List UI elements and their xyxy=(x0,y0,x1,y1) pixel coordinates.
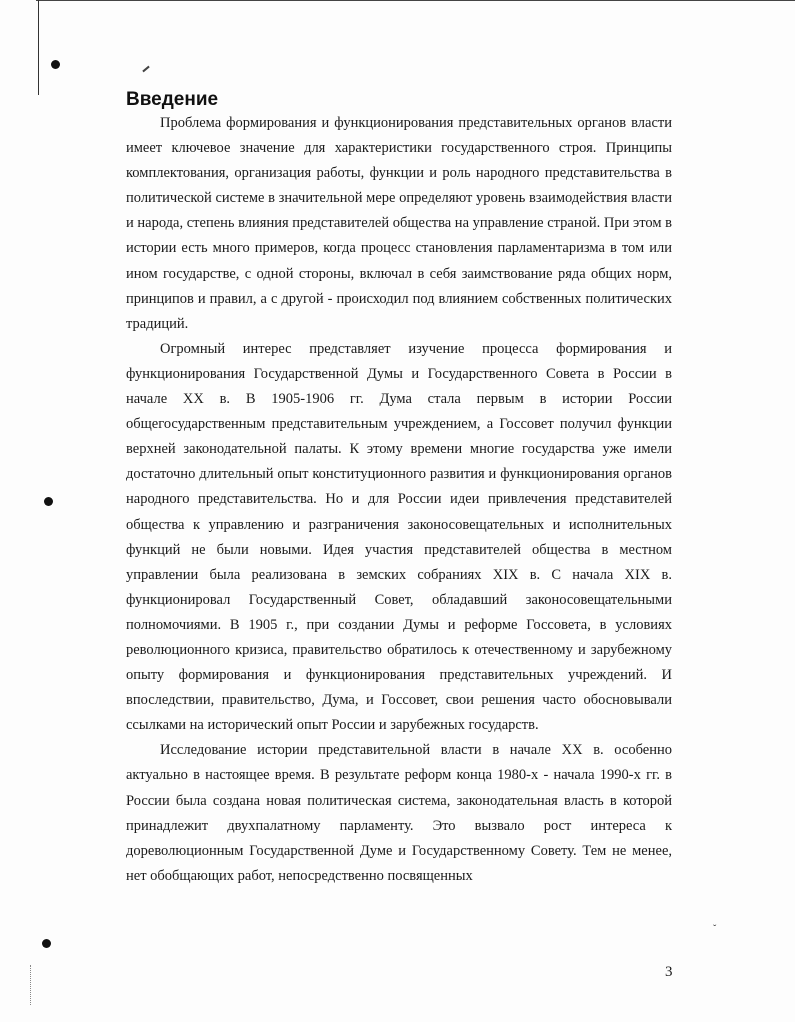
paragraph: Исследование истории представительной власти в начале XX в. особенно актуально в настоящее время. В результате реформ конца 1980-х - начала 1990-х гг. в России была создана новая политическая система, законодательная власть в которой принадлежит двухпалатному парламенту. Это вызвало рост интереса к дореволюционным Государственной Думе и Государственному Совету. Тем не менее, нет обобщающих работ, непосредственно посвященных xyxy=(126,742,672,884)
punch-hole-icon xyxy=(51,60,60,69)
page-title: Введение xyxy=(126,89,219,110)
page-number: 3 xyxy=(665,964,673,980)
left-margin-line xyxy=(38,0,39,95)
pen-tick-mark xyxy=(142,66,149,73)
scan-artifact xyxy=(30,965,32,1005)
paragraph: Огромный интерес представляет изучение процесса формирования и функционирования Государственной Думы и Государственного Совета в России в начале XX в. В 1905-1906 гг. Дума стала первым в истории России общегосударственным представительным учреждением, а Госсовет получил функции верхней законодательной палаты. К этому времени многие государства уже имели достаточно длительный опыт конституционного развития и функционирования органов народного представительства. Но и для России идеи привлечения представителей общества к управлению и разграничения законосовещательных и исполнительных функций не были новыми. Идея участия представителей общества в местном управлении была реализована в земских собраниях XIX в. С начала XIX в. функционировал Государственный Совет, обладавший законосовещательными полномочиями. В 1905 г., при создании Думы и реформе Госсовета, в условиях революционного кризиса, правительство обратилось к отечественному и зарубежному опыту формирования и функционирования представительных учреждений. И впоследствии, правительство, Дума, и Госсовет, свои решения часто обосновывали ссылками на исторический опыт России и зарубежных государств. xyxy=(126,340,672,734)
document-body xyxy=(126,111,672,889)
punch-hole-icon xyxy=(44,497,53,506)
stray-mark: ˇ xyxy=(713,924,717,935)
punch-hole-icon xyxy=(42,939,51,948)
top-border-line xyxy=(36,0,795,4)
paragraph: Проблема формирования и функционирования представительных органов власти имеет ключевое значение для характеристики государственного строя. Принципы комплектования, организация работы, функции и роль народного представительства в политической системе в значительной мере определяют уровень взаимодействия власти и народа, степень влияния представителей общества на управление страной. При этом в истории есть много примеров, когда процесс становления парламентаризма в том или ином государстве, с одной стороны, включал в себя заимствование ряда общих норм, принципов и правил, а с другой - происходил под влиянием собственных политических традиций. xyxy=(126,115,672,332)
